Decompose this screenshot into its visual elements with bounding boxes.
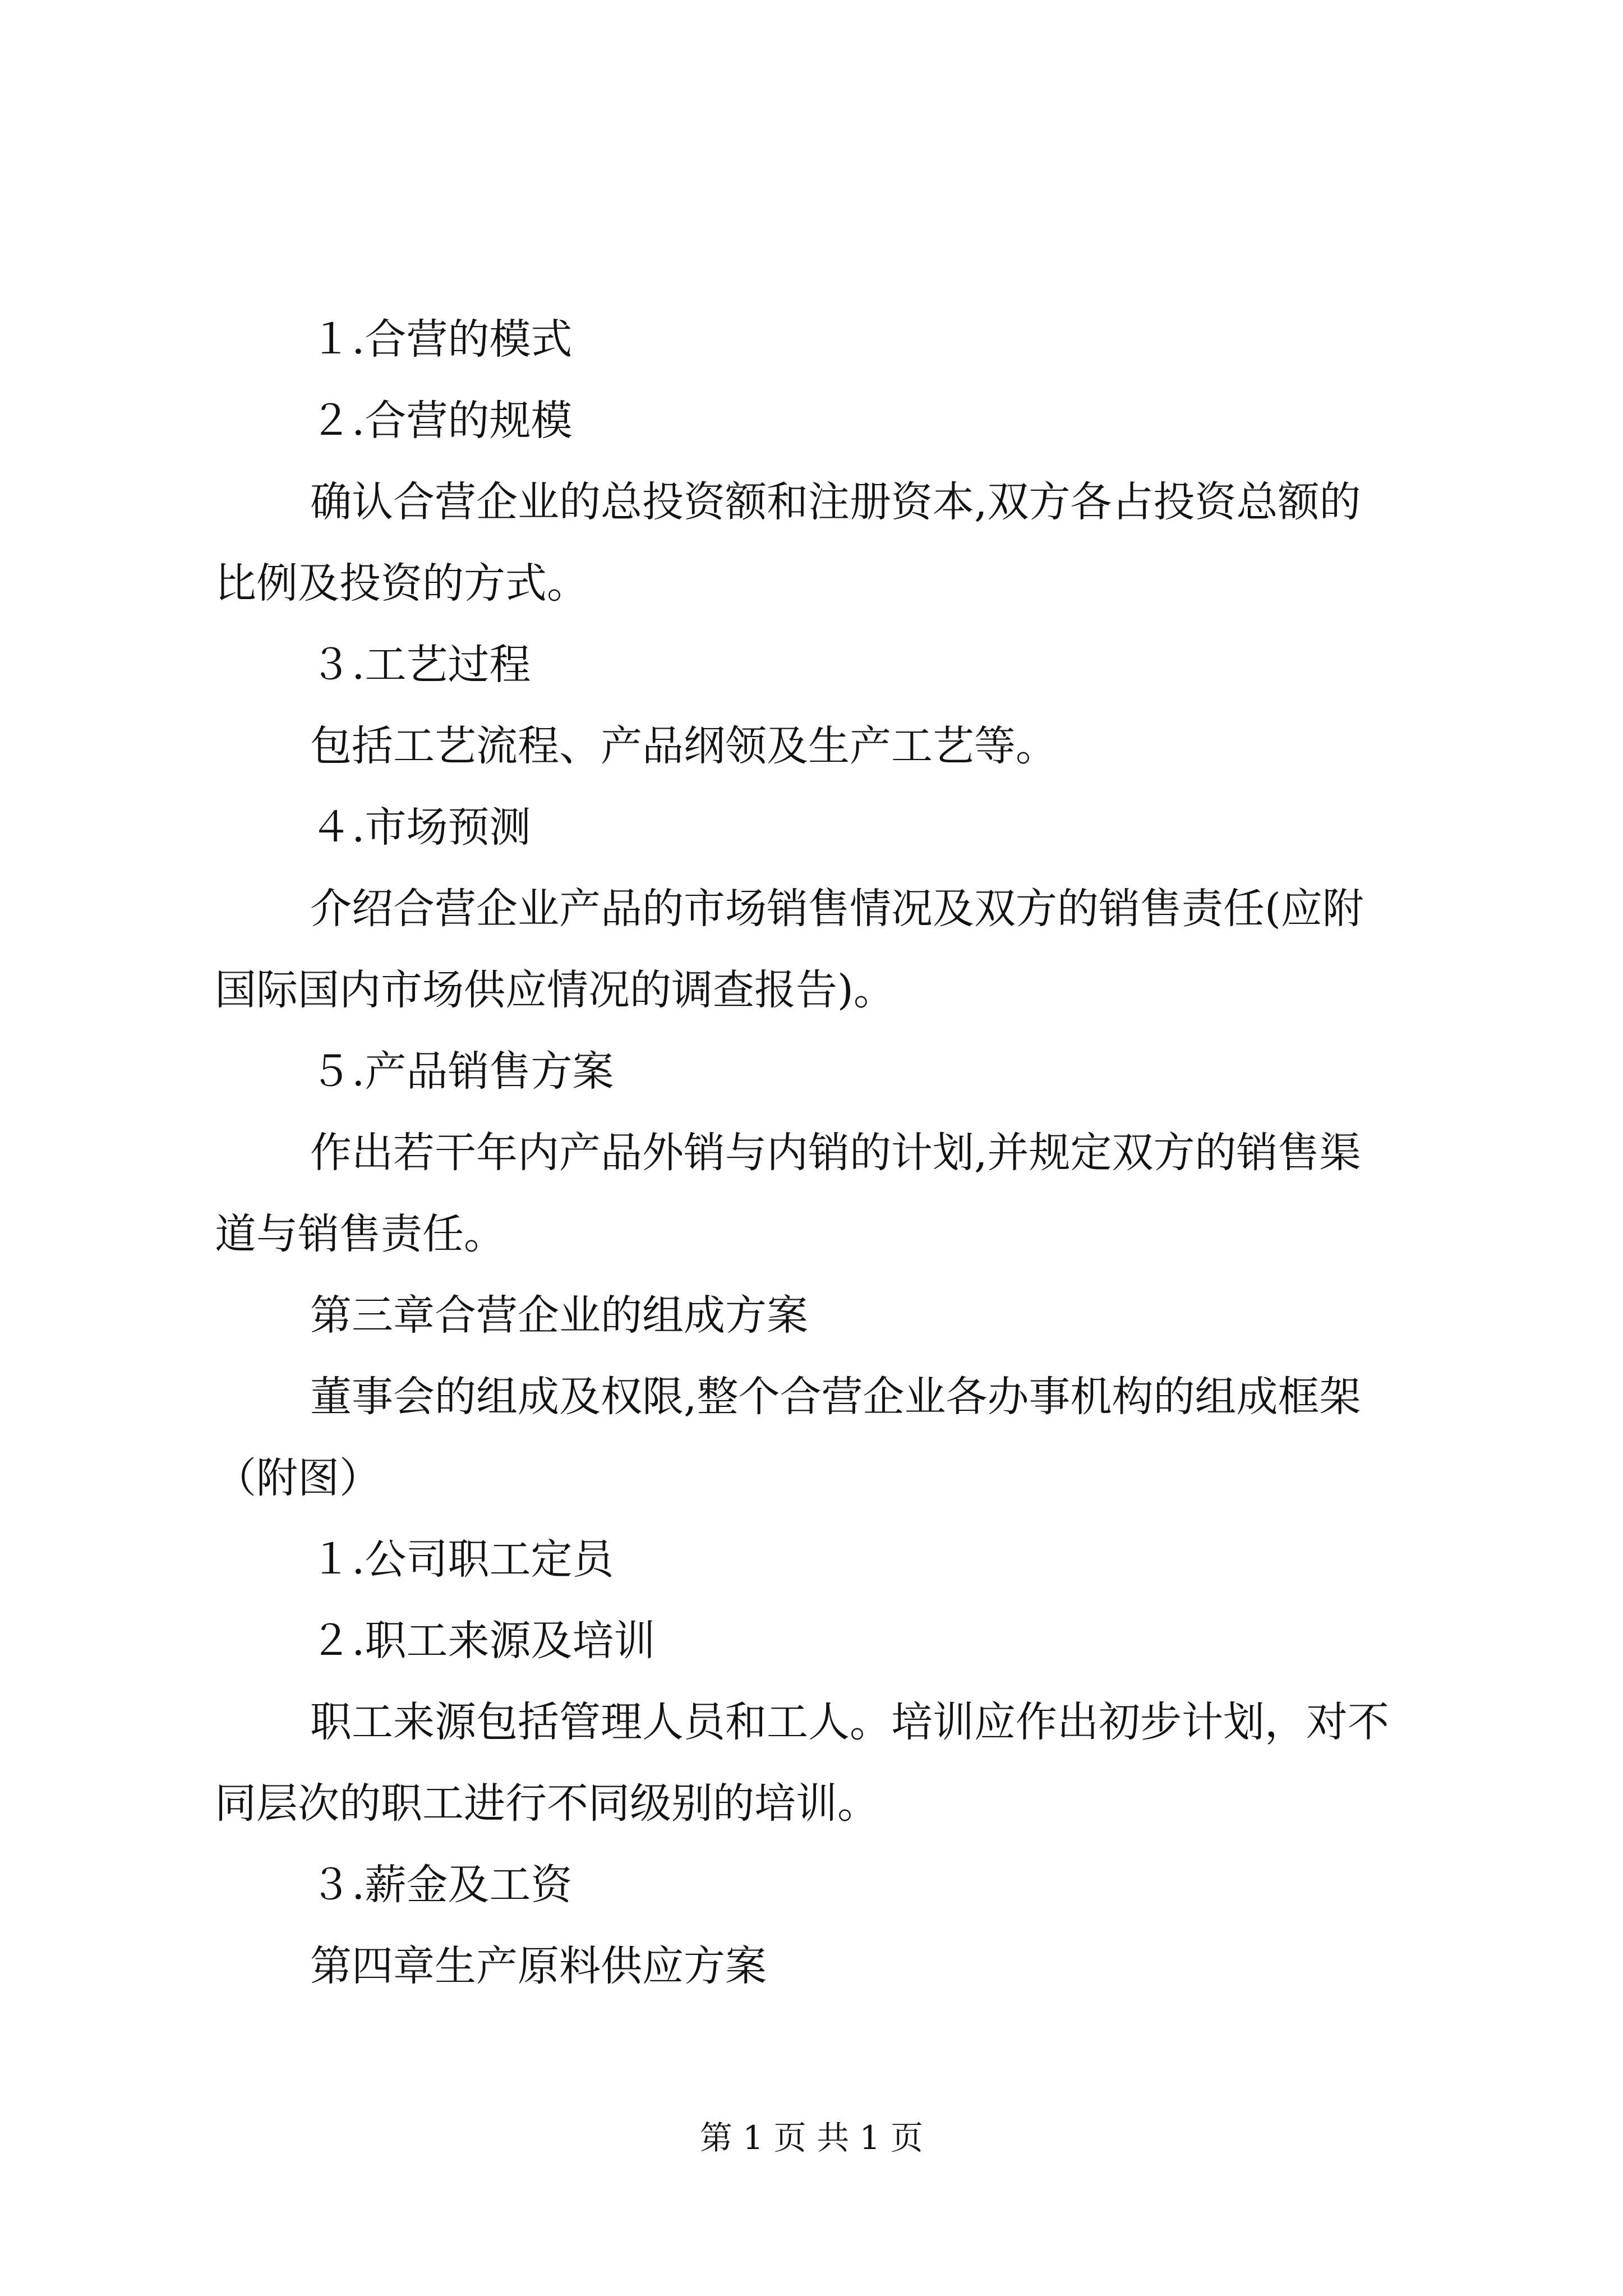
section-item-staff-training: ２.职工来源及培训 (310, 1617, 656, 1665)
paragraph-line: 确认合营企业的总投资额和注册资本,双方各占投资总额的 (310, 478, 1361, 526)
section-item-joint-venture-scale: ２.合营的规模 (310, 397, 573, 445)
paragraph-line: 作出若干年内产品外销与内销的计划,并规定双方的销售渠 (310, 1129, 1361, 1177)
chapter-heading: 第四章生产原料供应方案 (310, 1942, 767, 1990)
section-item-sales-plan: ５.产品销售方案 (310, 1047, 614, 1096)
paragraph-line: （附图） (215, 1454, 381, 1502)
paragraph-line: 董事会的组成及权限,整个合营企业各办事机构的组成框架 (310, 1373, 1361, 1421)
chapter-heading: 第三章合营企业的组成方案 (310, 1291, 808, 1340)
paragraph-line: 包括工艺流程、产品纲领及生产工艺等。 (310, 722, 1057, 770)
paragraph-line: 职工来源包括管理人员和工人。培训应作出初步计划，对不 (310, 1698, 1389, 1746)
paragraph-line: 介绍合营企业产品的市场销售情况及双方的销售责任(应附 (310, 885, 1364, 933)
section-item-salary: ３.薪金及工资 (310, 1861, 573, 1909)
paragraph-line: 国际国内市场供应情况的调查报告)。 (215, 966, 895, 1014)
page-footer: 第 1 页 共 1 页 (700, 2119, 923, 2157)
section-item-process: ３.工艺过程 (310, 641, 531, 689)
paragraph-line: 道与销售责任。 (215, 1210, 505, 1258)
section-item-joint-venture-mode: １.合营的模式 (310, 315, 573, 364)
paragraph-line: 同层次的职工进行不同级别的培训。 (215, 1779, 879, 1828)
section-item-market-forecast: ４.市场预测 (310, 803, 531, 852)
paragraph-line: 比例及投资的方式。 (215, 559, 588, 608)
section-item-staffing: １.公司职工定员 (310, 1535, 614, 1584)
